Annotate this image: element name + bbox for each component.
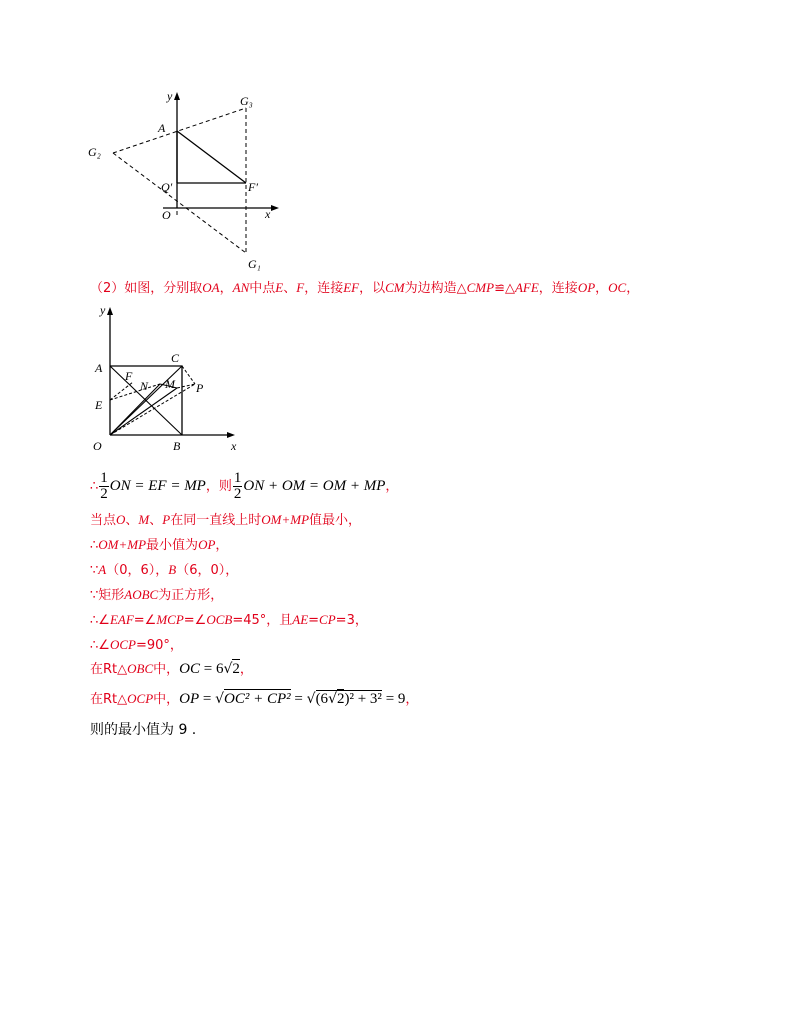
text-line-1: （2）如图，分别取OA，AN中点E、F，连接EF，以CM为边构造△CMP≌△AFE，连接OP，OC，: [90, 280, 640, 296]
label-F2: F: [125, 369, 133, 383]
label-Q: Q′: [161, 180, 173, 194]
label-O2: O: [93, 439, 102, 453]
sqrt-sign: √: [215, 691, 225, 707]
final-answer: 则的最小值为 9 .: [90, 722, 197, 738]
label-M: M: [165, 377, 175, 391]
figure-2: [85, 300, 245, 462]
label-G3: G₃: [240, 94, 253, 108]
label-y2: y: [100, 303, 106, 317]
figure-1-svg: [85, 88, 285, 273]
text-line-3: 当点O、M、P在同一直线上时OM+MP值最小，: [90, 512, 362, 528]
label-G2: G₂: [88, 145, 101, 159]
figure-2-svg: [85, 300, 245, 462]
fraction-half-2: $\frac{1}{2}$: [233, 470, 242, 502]
label-G1: G₁: [248, 257, 261, 271]
label-E: E: [95, 398, 103, 412]
label-y: y: [167, 89, 173, 103]
label-x: x: [265, 207, 271, 221]
label-N: N: [140, 379, 149, 393]
label-A2: A: [95, 361, 103, 375]
figure-1: [85, 88, 285, 273]
label-A: A: [158, 121, 166, 135]
label-x2: x: [231, 439, 237, 453]
text-line-2: ∴ $\frac{1}{2}$ ON = EF = MP，则 $\frac{1}{2}$ ON + OM = OM + MP，: [90, 470, 399, 502]
text-line-4: ∴OM+MP最小值为OP，: [90, 537, 229, 553]
label-F: F′: [248, 180, 258, 194]
sqrt-sign: √: [306, 691, 316, 707]
sqrt-sign: √: [328, 691, 337, 707]
text-line-6: ∵矩形AOBC为正方形，: [90, 587, 224, 603]
label-P: P: [196, 381, 204, 395]
text-line-9: 在Rt△OBC中，OC = 6√2，: [90, 661, 253, 677]
label-O: O: [162, 208, 171, 222]
label-C: C: [171, 351, 180, 365]
text-line-5: ∵A（0，6），B（6，0），: [90, 562, 239, 578]
fraction-half-1: $\frac{1}{2}$: [100, 470, 108, 502]
text-line-7: ∴∠EAF=∠MCP=∠OCB=45°，且AE=CP=3，: [90, 612, 368, 628]
sqrt-sign: √: [223, 661, 233, 677]
text-line-10: 在Rt△OCP中，OP = √OC² + CP² = √(6√2)² + 3² = 9，: [90, 691, 419, 707]
label-B: B: [173, 439, 181, 453]
text-line-8: ∴∠OCP=90°，: [90, 637, 183, 653]
